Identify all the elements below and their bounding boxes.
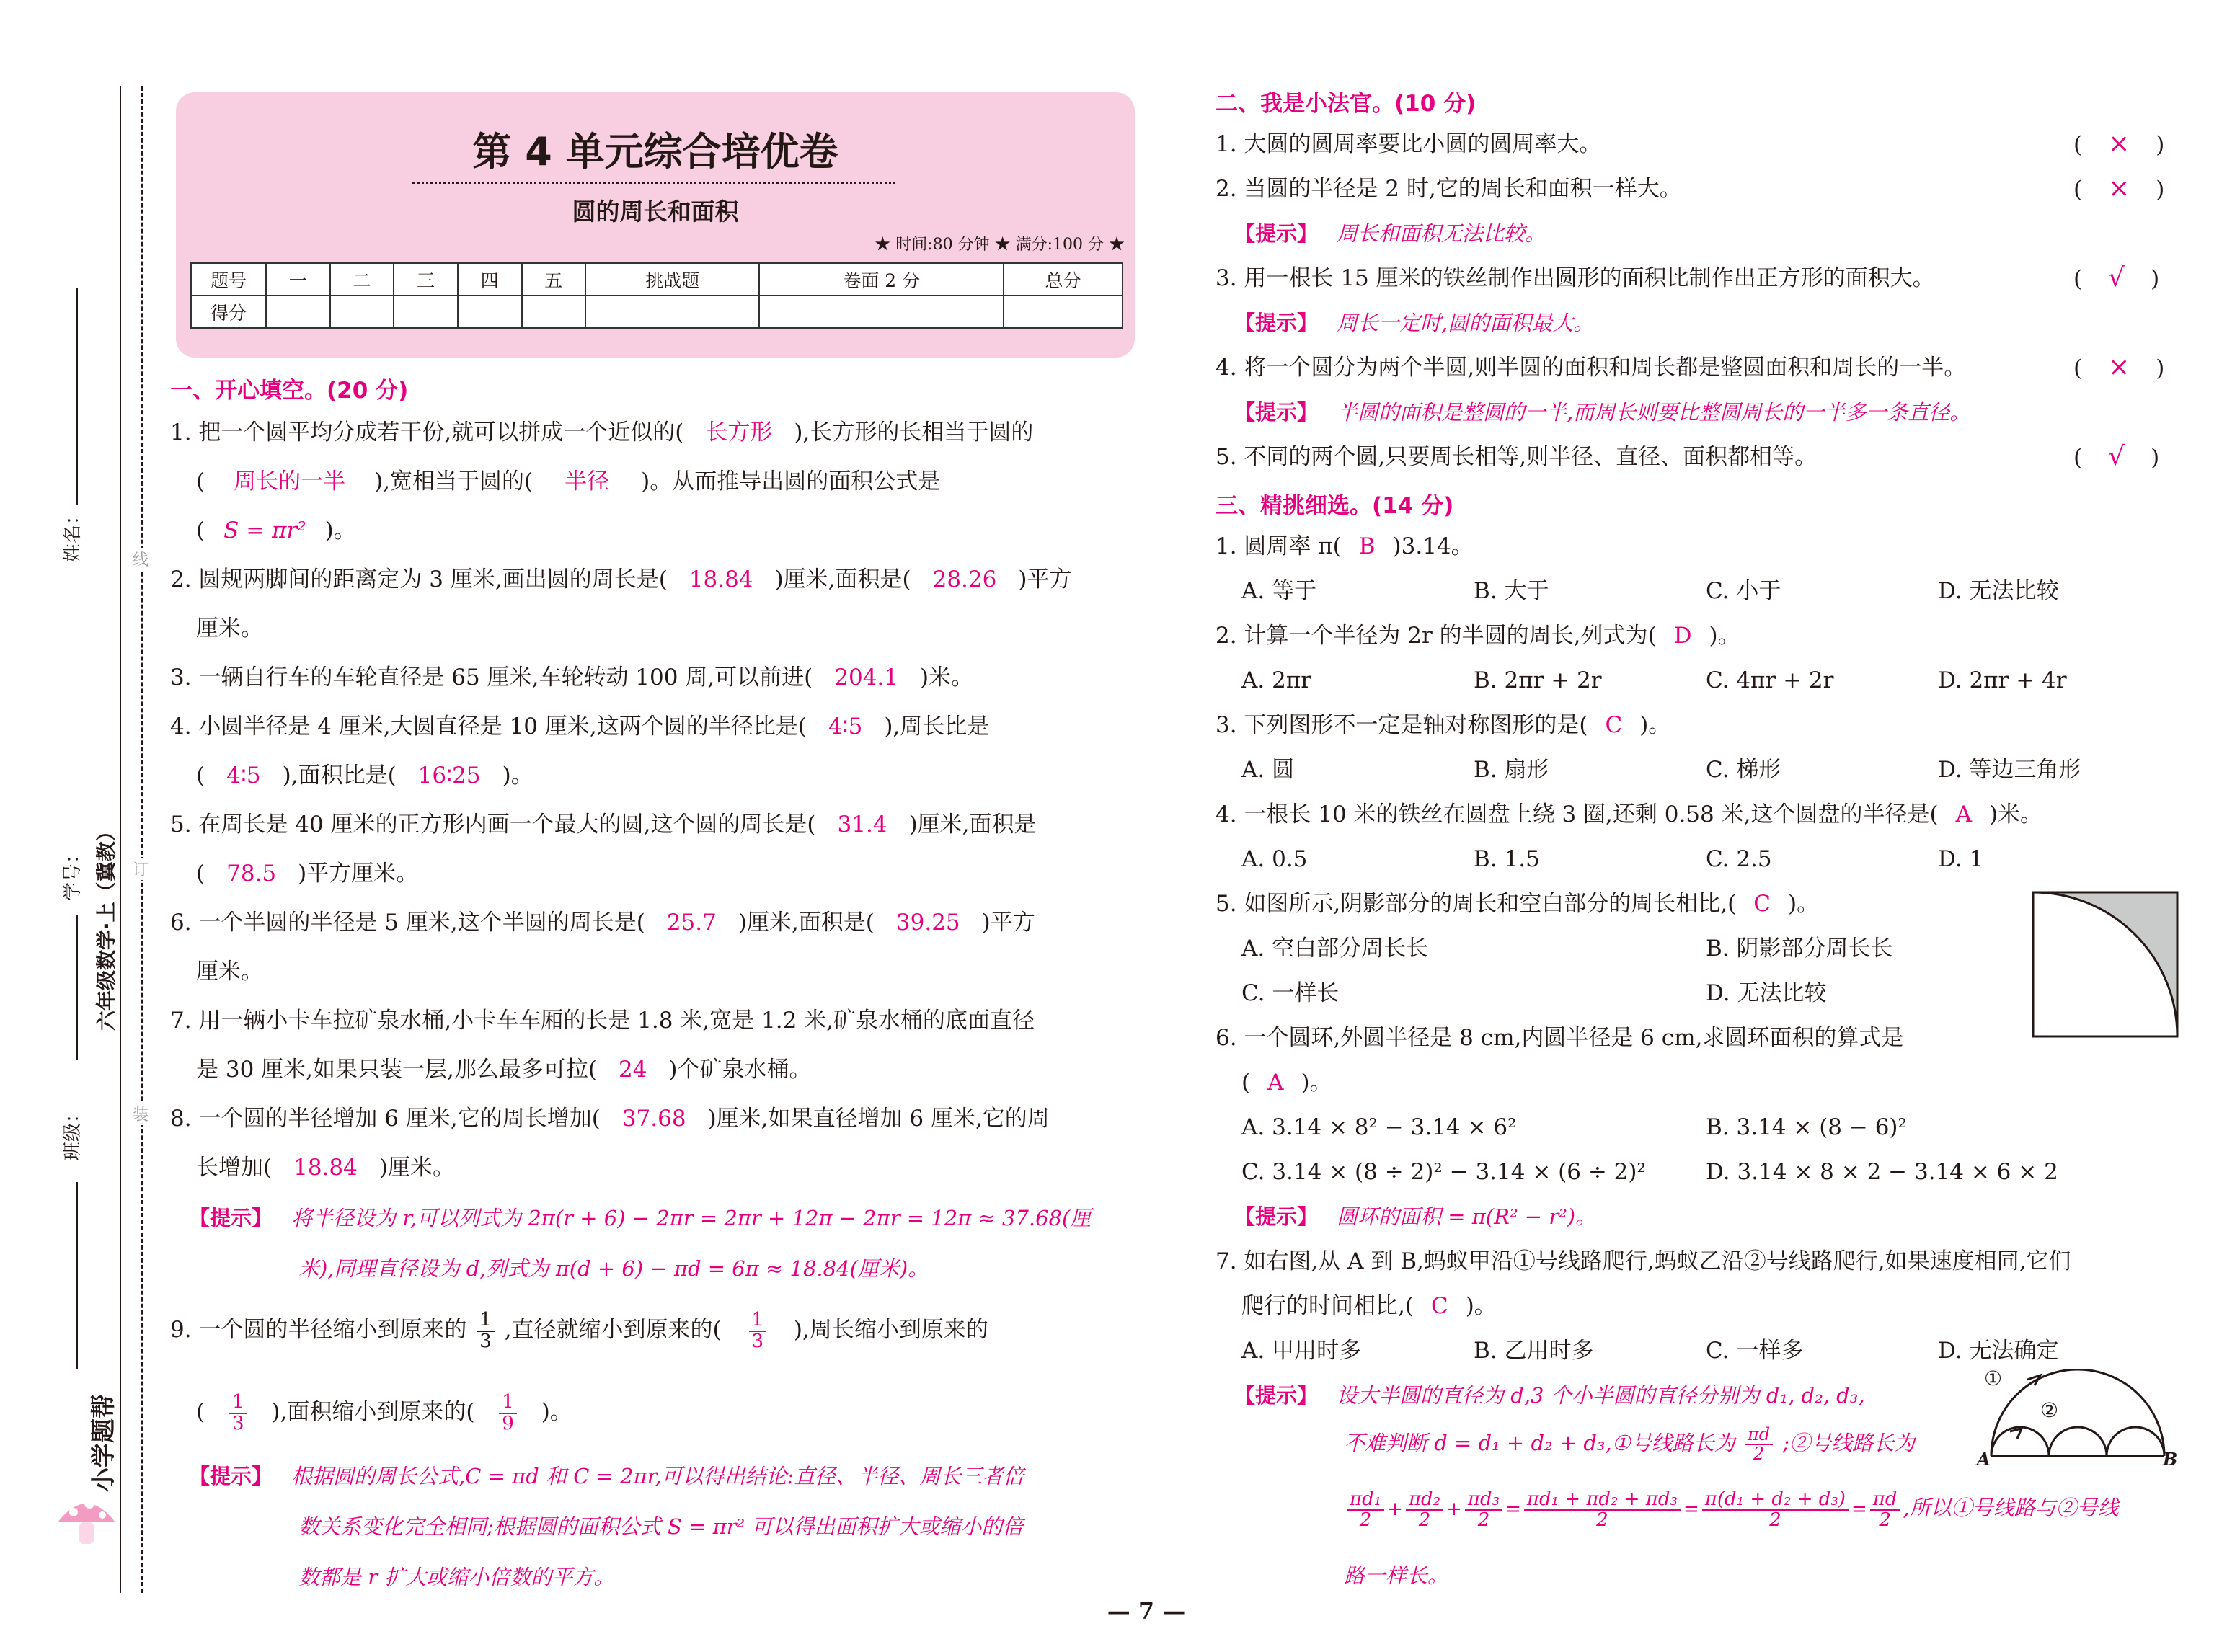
fraction: $\frac{\text{π(d₁ + d₂ + d₃)}}{2}$ bbox=[1702, 1490, 1849, 1531]
number-label: 学号： bbox=[62, 844, 84, 901]
q1-line1: 1. 把一个圆平均分成若干份,就可以拼成一个近似的( 长方形 ),长方形的长相当于圆的 bbox=[170, 419, 1034, 445]
answer-fraction: $\frac{1}{9}$ bbox=[499, 1393, 517, 1434]
cell-total: 总分 bbox=[1004, 263, 1123, 296]
section-title-part2: 二、我是小法官。(10 分) bbox=[1216, 91, 1476, 117]
judge-item-1: 1. 大圆的圆周率要比小圆的圆周率大。 bbox=[1216, 131, 1602, 157]
cell-part2: 二 bbox=[330, 263, 394, 296]
fraction: $\frac{1}{3}$ bbox=[477, 1310, 495, 1351]
fig-label-b: B bbox=[2163, 1449, 2178, 1470]
mc-q5-opt-c: C. 一样长 bbox=[1241, 980, 1340, 1006]
q5-line2: ( 78.5 )平方厘米。 bbox=[196, 861, 419, 887]
cell-challenge: 挑战题 bbox=[585, 263, 759, 296]
q9-line2: ( $\frac{1}{3}$ ),面积缩小到原来的( $\frac{1}{9}$ )。 bbox=[196, 1391, 572, 1434]
mc-q6-opt-c: C. 3.14 × (8 ÷ 2)² − 3.14 × (6 ÷ 2)² bbox=[1241, 1159, 1646, 1185]
mc-q5-opt-a: A. 空白部分周长长 bbox=[1241, 936, 1429, 962]
answer: 78.5 bbox=[226, 861, 277, 887]
mc-q7-tip-line2: 不难判断 d = d₁ + d₂ + d₃,①号线路长为 $\frac{\pi d}{2}$ ;②号线路长为 bbox=[1344, 1424, 1916, 1464]
mc-q5-opt-d: D. 无法比较 bbox=[1706, 980, 1827, 1006]
section-title-part1: 一、开心填空。(20 分) bbox=[170, 378, 409, 404]
answer: 18.84 bbox=[293, 1155, 358, 1181]
q8-tip-line2: 米),同理直径设为 d,列式为 π(d + 6) − πd = 6π ≈ 18.84(厘米)。 bbox=[298, 1256, 929, 1281]
cut-mark-line: 线 bbox=[133, 548, 149, 570]
q6-line2: 厘米。 bbox=[196, 959, 263, 985]
mc-q7-line2: 爬行的时间相比,( C )。 bbox=[1241, 1293, 1497, 1319]
page-number: — 7 — bbox=[1107, 1597, 1186, 1625]
judge-item-4: 4. 将一个圆分为两个半圆,则半圆的面积和周长都是整圆面积和周长的一半。 bbox=[1216, 355, 1967, 381]
q7-line2: 是 30 厘米,如果只装一层,那么最多可拉( 24 )个矿泉水桶。 bbox=[196, 1057, 812, 1083]
q4-line2: ( 4∶5 ),面积比是( 16∶25 )。 bbox=[196, 763, 533, 789]
mc-q5-opt-b: B. 阴影部分周长长 bbox=[1706, 936, 1893, 962]
mc-q2: 2. 计算一个半径为 2r 的半圆的周长,列式为( D )。 bbox=[1216, 623, 1740, 649]
score-input[interactable] bbox=[759, 296, 1003, 328]
q8-line2: 长增加( 18.84 )厘米。 bbox=[196, 1155, 455, 1181]
score-input[interactable] bbox=[330, 296, 394, 328]
score-table-header-row bbox=[191, 263, 1123, 296]
fraction: $\frac{\text{πd₂}}{2}$ bbox=[1406, 1490, 1443, 1531]
mc-q7-opt-a: A. 甲用时多 bbox=[1241, 1338, 1362, 1364]
answer: 204.1 bbox=[834, 665, 899, 690]
page-title: 第 4 单元综合培优卷 bbox=[472, 129, 838, 174]
mc-q7-tip-line3: $\frac{\text{πd₁}}{2}$ + $\frac{\text{πd₂}}{2}$ + $\frac{\text{πd₃}}{2}$ = $\frac{\text{πd₁ + πd₂ + πd₃}}{2}$ = $\frac{\text{π(d₁ + d₂ + d₃)}}{2}$ = $\frac{\pi d}{2}$ ,所以①号线路与②号线 bbox=[1344, 1485, 2119, 1532]
title-divider bbox=[412, 182, 895, 184]
cut-mark-bind: 订 bbox=[133, 858, 149, 880]
q2-line1: 2. 圆规两脚间的距离定为 3 厘米,画出圆的周长是( 18.84 )厘米,面积是( 28.26 )平方 bbox=[170, 567, 1072, 592]
score-table-score-row bbox=[191, 296, 1123, 328]
mc-q1-opt-c: C. 小于 bbox=[1706, 578, 1781, 604]
fraction: $\frac{\text{πd₁ + πd₂ + πd₃}}{2}$ bbox=[1524, 1490, 1681, 1531]
q9-tip-line2: 数关系变化完全相同;根据圆的面积公式 S = πr² 可以得出面积扩大或缩小的倍 bbox=[298, 1514, 1024, 1539]
name-underline bbox=[76, 288, 78, 505]
q9-tip-line3: 数都是 r 扩大或缩小倍数的平方。 bbox=[298, 1565, 615, 1589]
q9-tip-line1: 【提示】 根据圆的周长公式,C = πd 和 C = 2πr,可以得出结论:直径、半径、周长三者倍 bbox=[189, 1464, 1024, 1488]
answer: 25.7 bbox=[666, 910, 717, 936]
q4-line1: 4. 小圆半径是 4 厘米,大圆直径是 10 厘米,这两个圆的半径比是( 4∶5 ),周长比是 bbox=[170, 714, 990, 740]
semicircle-paths-figure bbox=[1977, 1369, 2179, 1473]
cell-part4: 四 bbox=[458, 263, 522, 296]
answer: 4∶5 bbox=[226, 763, 261, 789]
score-input[interactable] bbox=[1004, 296, 1123, 328]
q3-line1: 3. 一辆自行车的车轮直径是 65 厘米,车轮转动 100 周,可以前进( 204.1 )米。 bbox=[170, 665, 974, 690]
q8-line1: 8. 一个圆的半径增加 6 厘米,它的周长增加( 37.68 )厘米,如果直径增加 6 厘米,它的周 bbox=[170, 1106, 1050, 1132]
judge-answer-2: ( × ) bbox=[2073, 174, 2165, 203]
class-underline bbox=[76, 1182, 78, 1369]
mc-q4-opt-a: A. 0.5 bbox=[1241, 846, 1308, 872]
mc-q7-opt-c: C. 一样多 bbox=[1706, 1338, 1804, 1364]
judge-item-3: 3. 用一根长 15 厘米的铁丝制作出圆形的面积比制作出正方形的面积大。 bbox=[1216, 265, 1935, 291]
answer: 长方形 bbox=[705, 419, 773, 445]
answer: 39.25 bbox=[895, 910, 960, 936]
judge-tip-2: 【提示】 周长一定时,圆的面积最大。 bbox=[1234, 311, 1595, 335]
mc-q6-line2: ( A )。 bbox=[1241, 1070, 1332, 1096]
score-table bbox=[190, 262, 1123, 329]
mc-q1: 1. 圆周率 π( B )3.14。 bbox=[1216, 533, 1474, 559]
page-subtitle: 圆的周长和面积 bbox=[572, 197, 739, 226]
q1-line2: ( 周长的一半 ),宽相当于圆的( 半径 )。从而推导出圆的面积公式是 bbox=[196, 468, 941, 494]
mc-q1-opt-a: A. 等于 bbox=[1241, 578, 1317, 604]
answer-fraction: $\frac{1}{3}$ bbox=[749, 1310, 767, 1351]
mc-q4: 4. 一根长 10 米的铁丝在圆盘上绕 3 圈,还剩 0.58 米,这个圆盘的半径是( A )米。 bbox=[1216, 801, 2043, 827]
q9-line1: 9. 一个圆的半径缩小到原来的 $\frac{1}{3}$ ,直径就缩小到原来的( $\frac{1}{3}$ ),周长缩小到原来的 bbox=[170, 1309, 988, 1352]
number-underline bbox=[76, 915, 78, 1060]
mc-q4-opt-c: C. 2.5 bbox=[1706, 846, 1772, 872]
judge-item-2: 2. 当圆的半径是 2 时,它的周长和面积一样大。 bbox=[1216, 176, 1682, 202]
fig-label-two: ② bbox=[2040, 1398, 2059, 1422]
mc-q5: 5. 如图所示,阴影部分的周长和空白部分的周长相比,( C )。 bbox=[1216, 891, 1820, 917]
fraction: $\frac{\pi d}{2}$ bbox=[1870, 1490, 1900, 1531]
judge-answer-5: ( √ ) bbox=[2073, 442, 2160, 471]
mc-q1-opt-b: B. 大于 bbox=[1474, 578, 1549, 604]
answer: 31.4 bbox=[837, 812, 887, 838]
mc-q1-opt-d: D. 无法比较 bbox=[1938, 578, 2059, 604]
mc-q6-tip: 【提示】 圆环的面积 = π(R² − r²)。 bbox=[1234, 1204, 1597, 1229]
mc-q4-opt-d: D. 1 bbox=[1938, 846, 1984, 872]
cell-part5: 五 bbox=[522, 263, 586, 296]
score-input[interactable] bbox=[522, 296, 586, 328]
mc-q3-opt-a: A. 圆 bbox=[1241, 757, 1295, 783]
tip-label: 【提示】 bbox=[189, 1206, 273, 1230]
mc-q3-opt-c: C. 梯形 bbox=[1706, 757, 1781, 783]
fraction: $\frac{\pi d}{2}$ bbox=[1745, 1426, 1773, 1463]
mc-q6-opt-d: D. 3.14 × 8 × 2 − 3.14 × 6 × 2 bbox=[1706, 1159, 2058, 1185]
grade-label: 六年级数学·上（冀教） bbox=[94, 821, 118, 1031]
mc-q2-opt-d: D. 2πr + 4r bbox=[1938, 667, 2067, 693]
answer-fraction: $\frac{1}{3}$ bbox=[229, 1393, 247, 1434]
exam-meta: ★ 时间:80 分钟 ★ 满分:100 分 ★ bbox=[875, 236, 1125, 254]
mushroom-logo-icon bbox=[52, 1485, 121, 1557]
mc-q3: 3. 下列图形不一定是轴对称图形的是( C )。 bbox=[1216, 712, 1671, 738]
mc-q3-opt-b: B. 扇形 bbox=[1474, 757, 1549, 783]
score-input[interactable] bbox=[394, 296, 458, 328]
cell-part3: 三 bbox=[394, 263, 458, 296]
answer: 28.26 bbox=[932, 567, 997, 592]
mc-q7-line1: 7. 如右图,从 A 到 B,蚂蚁甲沿①号线路爬行,蚂蚁乙沿②号线路爬行,如果速度相同,它们 bbox=[1216, 1248, 2071, 1274]
margin-rule-dashed bbox=[141, 86, 143, 1593]
cell-neatness: 卷面 2 分 bbox=[759, 263, 1003, 296]
q1-line3: ( S = πr² )。 bbox=[196, 518, 356, 543]
mc-q7-opt-b: B. 乙用时多 bbox=[1474, 1338, 1594, 1364]
mc-q6-opt-a: A. 3.14 × 8² − 3.14 × 6² bbox=[1241, 1114, 1517, 1140]
mc-q6-opt-b: B. 3.14 × (8 − 6)² bbox=[1706, 1114, 1907, 1140]
cell-score-label: 得分 bbox=[191, 296, 266, 328]
answer: S = πr² bbox=[223, 518, 306, 543]
q2-line2: 厘米。 bbox=[196, 616, 263, 641]
answer: 24 bbox=[618, 1057, 647, 1083]
margin-rule-solid bbox=[120, 86, 121, 1593]
mc-q2-opt-c: C. 4πr + 2r bbox=[1706, 667, 1834, 693]
cell-part1: 一 bbox=[266, 263, 330, 296]
fraction: $\frac{\text{πd₁}}{2}$ bbox=[1347, 1490, 1384, 1531]
answer: 18.84 bbox=[689, 567, 753, 592]
mc-q3-opt-d: D. 等边三角形 bbox=[1938, 757, 2081, 783]
judge-tip-1: 【提示】 周长和面积无法比较。 bbox=[1234, 221, 1546, 246]
answer: 半径 bbox=[565, 468, 610, 494]
cut-mark-pack: 装 bbox=[133, 1103, 149, 1125]
brand-label: 小学题帮 bbox=[89, 1394, 118, 1492]
fig-label-a: A bbox=[1977, 1449, 1991, 1470]
answer: 4∶5 bbox=[828, 714, 863, 740]
mc-q7-tip-line4: 路一样长。 bbox=[1344, 1563, 1449, 1588]
judge-answer-4: ( × ) bbox=[2073, 352, 2165, 382]
score-input[interactable] bbox=[585, 296, 759, 328]
answer: 周长的一半 bbox=[234, 468, 346, 494]
score-input[interactable] bbox=[458, 296, 522, 328]
judge-answer-3: ( √ ) bbox=[2073, 263, 2160, 293]
score-input[interactable] bbox=[266, 296, 330, 328]
name-label: 姓名： bbox=[62, 505, 84, 562]
mc-q6-line1: 6. 一个圆环,外圆半径是 8 cm,内圆半径是 6 cm,求圆环面积的算式是 bbox=[1216, 1025, 1904, 1051]
answer: 16∶25 bbox=[417, 763, 481, 789]
mc-q2-opt-b: B. 2πr + 2r bbox=[1474, 667, 1602, 693]
mc-q7-opt-d: D. 无法确定 bbox=[1938, 1338, 2059, 1364]
tip-label: 【提示】 bbox=[189, 1464, 273, 1488]
class-label: 班级： bbox=[62, 1103, 84, 1160]
mc-q4-opt-b: B. 1.5 bbox=[1474, 846, 1540, 872]
section-title-part3: 三、精挑细选。(14 分) bbox=[1216, 493, 1454, 519]
q7-line1: 7. 用一辆小卡车拉矿泉水桶,小卡车车厢的长是 1.8 米,宽是 1.2 米,矿泉水桶的底面直径 bbox=[170, 1008, 1035, 1034]
fraction: $\frac{\text{πd₃}}{2}$ bbox=[1465, 1490, 1502, 1531]
q5-line1: 5. 在周长是 40 厘米的正方形内画一个最大的圆,这个圆的周长是( 31.4 )厘米,面积是 bbox=[170, 812, 1037, 838]
mc-q7-tip-line1: 【提示】 设大半圆的直径为 d,3 个小半圆的直径分别为 d₁, d₂, d₃, bbox=[1234, 1383, 1865, 1408]
quarter-circle-figure bbox=[2032, 891, 2179, 1041]
judge-tip-3: 【提示】 半圆的面积是整圆的一半,而周长则要比整圆周长的一半多一条直径。 bbox=[1234, 400, 1971, 425]
q8-tip-line1: 【提示】 将半径设为 r,可以列式为 2π(r + 6) − 2πr = 2πr + 12π − 2πr = 12π ≈ 37.68(厘 bbox=[189, 1206, 1092, 1230]
judge-answer-1: ( × ) bbox=[2073, 129, 2165, 159]
judge-item-5: 5. 不同的两个圆,只要周长相等,则半径、直径、面积都相等。 bbox=[1216, 444, 1818, 470]
q6-line1: 6. 一个半圆的半径是 5 厘米,这个半圆的周长是( 25.7 )厘米,面积是( 39.25 )平方 bbox=[170, 910, 1035, 936]
cell-label: 题号 bbox=[191, 263, 266, 296]
answer: 37.68 bbox=[621, 1106, 686, 1132]
fig-label-one: ① bbox=[1984, 1367, 2003, 1390]
mc-q2-opt-a: A. 2πr bbox=[1241, 667, 1312, 693]
